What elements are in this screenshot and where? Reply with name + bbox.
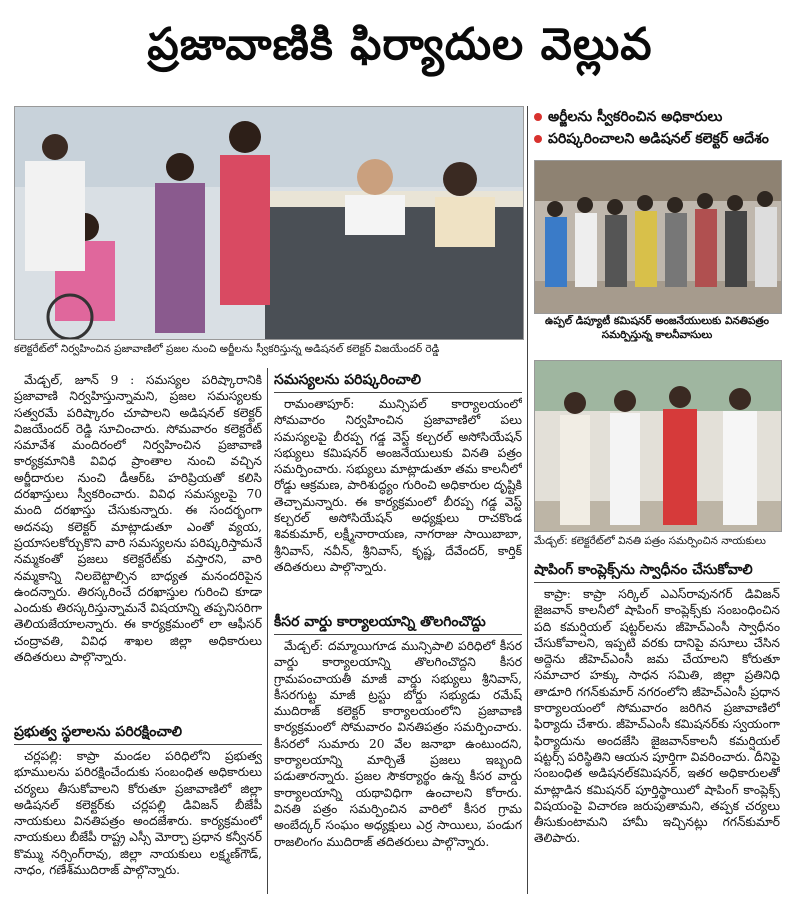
main-photo — [14, 106, 524, 340]
article-govt-lands-title: ప్రభుత్వ స్థలాలను పరిరక్షించాలి — [14, 722, 262, 745]
column-divider — [527, 106, 528, 894]
main-photo-caption: కలెక్టరేట్‌లో నిర్వహించిన ప్రజావాణిలో ప్రజల నుంచి అర్జీలను స్వీకరిస్తున్న అడిషనల్ కలెక్టర్ విజయేందర్ రెడ్డి — [14, 343, 440, 355]
summary-bullets — [534, 106, 794, 152]
article-shopping-title: షాపింగ్ కాంప్లెక్స్‌ను స్వాధీనం చేసుకోవాలి — [534, 560, 780, 583]
right-bottom-photo-caption: మేడ్చల్: కలెక్టరేట్‌లో వినతి పత్రం సమర్పించిన నాయకులు — [534, 535, 766, 547]
article-keesara-body: మేడ్చల్: దమ్మాయిగూడ మున్సిపాలి పరిధిలో కీసర వార్డు కార్యాలయాన్ని తొలగించొద్దని కీసర గ్రామపంచాయతీ మాజీ వార్డు సభ్యులు శ్రీనివాస్, కీసరగుట్ట మాజీ ట్రస్టు బోర్డు సభ్యుడు రమేష్ ముదిరాజ్ కలెక్టర్ కార్యాలయంలోని ప్రజావాణి కార్యక్రమంలో సోమవారం వినతిపత్రం సమర్పించారు. కీసరలో సుమారు 20 వేల జనాభా ఉంటుందని, కార్యాలయాన్ని మార్చితే ప్రజలు ఇబ్బంది పడుతారన్నారు. ప్రజల సౌకర్యార్థం ఉన్న కీసర వార్డు కార్యాలయాన్ని యథావిధిగా ఉంచాలని కోరారు. వినతి పత్రం సమర్పించిన వారిలో కీసర గ్రామ అంబేద్కర్ సంఘం అధ్యక్షులు ఎర్ర సాయిలు, పండుగ రాజలింగం ముదిరాజ్ తదితరులు పాల్గొన్నారు. — [274, 639, 522, 849]
article-problems-title: సమస్యలను పరిష్కరించాలి — [274, 370, 522, 393]
article-govt-lands-body: చర్లపల్లి: కాప్రా మండల పరిధిలోని ప్రభుత్వ భూములను పరిరక్షించేందుకు సంబంధిత అధికారులు చర్యలు తీసుకోవాలని కోరుతూ ప్రజావాణిలో జిల్లా అడిషనల్ కలెక్టర్‌కు చర్లపల్లి డివిజన్ బీజేపీ నాయకులు వినతిపత్రం అందజేశారు. కార్యక్రమంలో నాయకులు బీజేపీ రాష్ట్ర ఎస్సీ మోర్చా ప్రధాన కన్వీనర్ కొమ్ము నర్సింగ్‌రావు, జిల్లా నాయకులు లక్ష్మణ్‌గౌడ్, నాధం, గణేశ్‌ముదిరాజ్ పాల్గొన్నారు. — [14, 749, 262, 878]
article-collector-body: మేడ్చల్, జూన్ 9 : సమస్యల పరిష్కారానికి ప్రజావాణి నిర్వహిస్తున్నామని, ప్రజల సమస్యలకు సత్వరమే పరిష్కారం చూపాలని అడిషనల్ కలెక్టర్ విజయేందర్ రెడ్డి సూచించారు. సోమవారం కలెక్టరేట్ సమావేశ మందిరంలో నిర్వహించిన ప్రజావాణి కార్యక్రమానికి వివిధ ప్రాంతాల నుంచి వచ్చిన అర్జీదారుల నుంచి డీఆర్‌ఓ హరిప్రియతో కలిసి దరఖాస్తులు స్వీకరించారు. వివిధ సమస్యలపై 70 మంది దరఖాస్తు చేసుకున్నారు. ఈ సందర్భంగా అదనపు కలెక్టర్ మాట్లాడుతూ ఎంతో వ్యయ, ప్రయాసలకోర్చుకొని వారి సమస్యలను పరిష్కరిస్తామనే నమ్మకంతో ప్రజలు కలెక్టరేట్‌కు వస్తారని, వారి నమ్మకాన్ని నిలబెట్టాల్సిన బాధ్యత మనందరిపైన ఉందన్నారు. తిరస్కరించే దరఖాస్తుల గురించి కూడా ఎందుకు తిరస్కరిస్తున్నామనే విషయాన్ని తప్పనిసరిగా తెలియజేయాలన్నారు. ఈ కార్యక్రమంలో లా ఆఫీసర్ చంద్రావతి, వివిధ శాఖల జిల్లా అధికారులు తదితరులు పాల్గొన్నారు. — [14, 373, 262, 665]
bullet-item: అర్జీలను స్వీకరించిన అధికారులు — [534, 106, 794, 128]
right-bottom-photo — [534, 360, 782, 532]
article-keesara-title: కీసర వార్డు కార్యాలయాన్ని తొలగించొద్దు — [274, 612, 522, 635]
column-divider — [267, 368, 268, 894]
bullet-dot-icon — [534, 135, 542, 143]
article-problems-body: రామంతాపూర్: మున్సిపల్ కార్యాలయంలో సోమవారం నిర్వహించిన ప్రజావాణిలో పలు సమస్యలపై బీరప్ప గడ్డ వెస్ట్ కల్చరల్ అసోసియేషన్ సభ్యులు కమిషనర్ అంజనేయులుకు వినతి పత్రం సమర్పించారు. సభ్యులు మాట్లాడుతూ తమ కాలనీలో రోడ్డు ఆక్రమణ, పారిశుద్ధ్యం గురించి అధికారుల దృష్టికి తెచ్చామన్నారు. ఈ కార్యక్రమంలో బీరప్ప గడ్డ వెస్ట్ కల్చరల్ అసోసియేషన్ అధ్యక్షులు రాచకొండ శివకుమార్, లక్ష్మీనారాయణ, నాగరాజు సాయిబాబా, శ్రీనివాస్, నవీన్, శ్రీనివాస్, కృష్ణ, దేవేందర్, కార్తిక్ తదితరులు పాల్గొన్నారు. — [274, 397, 522, 574]
article-shopping-body: కాప్రా: కాప్రా సర్కిల్ ఎఎస్‌రావునగర్ డివిజన్ జైజవాన్ కాలనీలో షాపింగ్ కాంప్లెక్స్‌కు సంబంధించిన పది కమర్షియల్ షట్టర్‌లను జీహెచ్ఎంసీ స్వాధీనం చేసుకోవాలని, ఇప్పటి వరకు దానిపై వసూలు చేసిన అద్దెను జీహెచ్ఎంసీ జమ చేయాలని కోరుతూ సమాచార హక్కు సాధన సమితి, జిల్లా ప్రతినిధి తాడూరి గగన్‌కుమార్ నగరంలోని జీహెచ్ఎంసీ ప్రధాన కార్యాలయంలో సోమవారం జరిగిన ప్రజావాణిలో ఫిర్యాదు చేశారు. జీహెచ్ఎంసీ కమిషనర్‌కు స్వయంగా ఫిర్యాదును అందజేసి జైజవాన్‌కాలనీ కమర్షియల్ షట్టర్స్ పరిస్థితిని ఆయన పూర్తిగా వివరించారు. దీనిపై సంబంధిత అడిషనల్‌కమిషనర్, ఇతర అధికారులతో మాట్లాడిన కమిషనర్ పూర్తిస్థాయిలో షాపింగ్ కాంప్లెక్స్ విషయంపై విచారణ జరుపుతామని, తప్పక చర్యలు తీసుకుంటామని హామీ ఇచ్చినట్లు గగన్‌కుమార్ తెలిపారు. — [534, 587, 780, 846]
right-top-photo — [534, 160, 782, 314]
page-headline: ప్రజావాణికి ఫిర్యాదుల వెల్లువ — [147, 19, 653, 70]
bullet-item: పరిష్కరించాలని అడిషనల్ కలెక్టర్ ఆదేశం — [534, 128, 794, 150]
bullet-dot-icon — [534, 113, 542, 121]
right-top-photo-caption: ఉప్పల్ డిప్యూటీ కమిషనర్ అంజనేయులుకు వినతిపత్రం సమర్పిస్తున్న కాలనీవాసులు — [545, 315, 769, 341]
